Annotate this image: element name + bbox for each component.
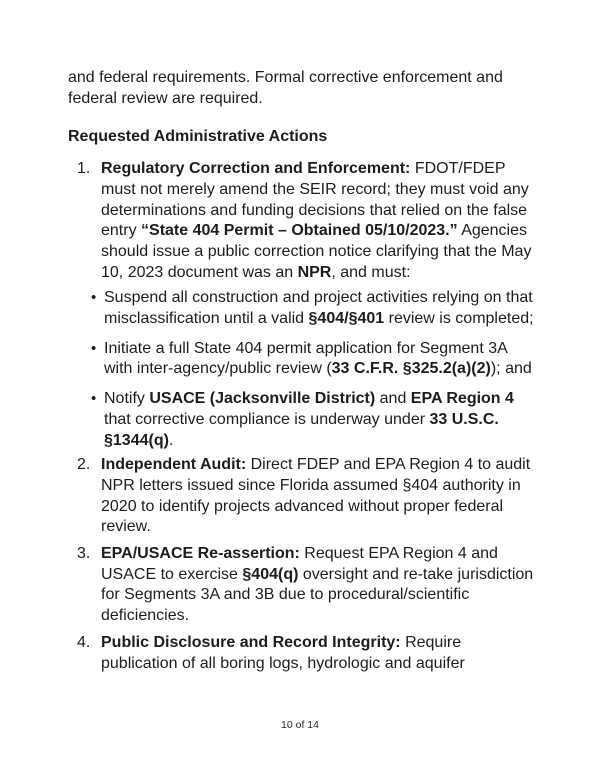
text-segment: and [375, 390, 411, 408]
numbered-item [68, 455, 540, 538]
text-segment: NPR [297, 263, 332, 281]
text-segment: publication of all boring logs, hydrologic and aquifer [101, 654, 465, 672]
text-segment: with inter-agency/public review ( [104, 360, 332, 378]
text-line [77, 455, 540, 476]
text-line [91, 288, 540, 309]
text-segment: 33 U.S.C. [429, 410, 499, 428]
text-segment: Suspend all construction and project activities relying on that [104, 289, 533, 307]
text-line [101, 517, 540, 538]
text-segment: that corrective compliance is underway under [104, 410, 430, 428]
text-line [101, 476, 540, 497]
text-line [68, 89, 540, 110]
numbered-item [68, 159, 540, 283]
text-line [104, 410, 540, 431]
page-number: 10 of 14 [281, 719, 319, 731]
bullet-icon: • [91, 390, 97, 408]
text-line [101, 497, 540, 518]
text-segment: NPR letters issued since Florida assumed §404 authority in [101, 476, 521, 494]
text-line [104, 431, 540, 452]
text-line [101, 606, 540, 627]
text-line [101, 221, 540, 242]
text-segment: deficiencies. [101, 607, 190, 625]
text-segment: 2020 to identify projects advanced without proper federal [101, 497, 504, 515]
text-line [68, 68, 540, 89]
text-segment: §1344(q) [104, 431, 169, 449]
text-line [104, 309, 540, 330]
text-line [101, 585, 540, 606]
text-segment: Request EPA Region 4 and [299, 545, 498, 563]
text-segment: . [168, 431, 174, 449]
text-line [101, 201, 540, 222]
text-segment: 10, 2023 document was an [101, 263, 298, 281]
text-line [68, 127, 540, 148]
text-segment: review is completed; [384, 310, 534, 328]
numbered-item [68, 544, 540, 627]
text-segment: should issue a public correction notice clarifying that the May [101, 242, 532, 260]
text-segment: determinations and funding decisions that relied on the false [101, 201, 528, 219]
text-segment: EPA/USACE Re-assertion: [101, 545, 300, 563]
text-segment: Regulatory Correction and Enforcement: [101, 160, 411, 178]
text-segment: Initiate a full State 404 permit application for Segment 3A [104, 339, 508, 357]
bullet-item [68, 288, 540, 329]
text-segment: Agencies [457, 222, 528, 240]
text-segment: review. [101, 518, 151, 536]
text-segment: Public Disclosure and Record Integrity: [101, 633, 401, 651]
text-segment: Requested Administrative Actions [68, 128, 328, 146]
text-line [91, 389, 540, 410]
text-segment: oversight and re-take jurisdiction [298, 565, 534, 583]
text-line [101, 180, 540, 201]
text-segment: 33 C.F.R. §325.2(a)(2) [331, 360, 491, 378]
text-line [101, 565, 540, 586]
text-segment: for Segments 3A and 3B due to procedural/scientific [101, 586, 470, 604]
text-segment: USACE (Jacksonville District) [149, 390, 376, 408]
bullet-item [68, 389, 540, 451]
list-number: 3. [77, 545, 91, 563]
section-heading [68, 127, 540, 148]
numbered-item [68, 633, 540, 674]
text-segment: misclassification until a valid [104, 310, 309, 328]
text-line [101, 263, 540, 284]
text-line [77, 159, 540, 180]
list-number: 4. [77, 633, 91, 651]
text-segment: must not merely amend the SEIR record; they must void any [101, 180, 529, 198]
text-segment: Notify [104, 390, 150, 408]
paragraph [68, 68, 540, 109]
text-segment: Require [400, 633, 462, 651]
text-segment: ); and [490, 360, 532, 378]
text-line [77, 544, 540, 565]
bullet-icon: • [91, 289, 97, 307]
text-line [77, 633, 540, 654]
text-segment: USACE to exercise [101, 565, 243, 583]
text-line [104, 359, 540, 380]
text-segment: FDOT/FDEP [410, 160, 506, 178]
text-line [101, 242, 540, 263]
bullet-icon: • [91, 339, 97, 357]
text-segment: “State 404 Permit – Obtained 05/10/2023.” [141, 222, 458, 240]
text-segment: federal review are required. [68, 89, 263, 107]
document-content [68, 68, 540, 674]
text-segment: entry [101, 222, 142, 240]
bullet-item [68, 339, 540, 380]
list-number: 2. [77, 456, 91, 474]
text-segment: Direct FDEP and EPA Region 4 to audit [246, 456, 531, 474]
text-segment: and federal requirements. Formal corrective enforcement and [68, 69, 503, 86]
text-segment: §404/§401 [308, 310, 385, 328]
text-segment: §404(q) [242, 565, 299, 583]
text-line [91, 339, 540, 360]
text-segment: EPA Region 4 [410, 390, 514, 408]
text-segment: , and must: [331, 263, 411, 281]
list-number: 1. [77, 160, 91, 178]
text-line [101, 654, 540, 675]
text-segment: Independent Audit: [101, 456, 247, 474]
